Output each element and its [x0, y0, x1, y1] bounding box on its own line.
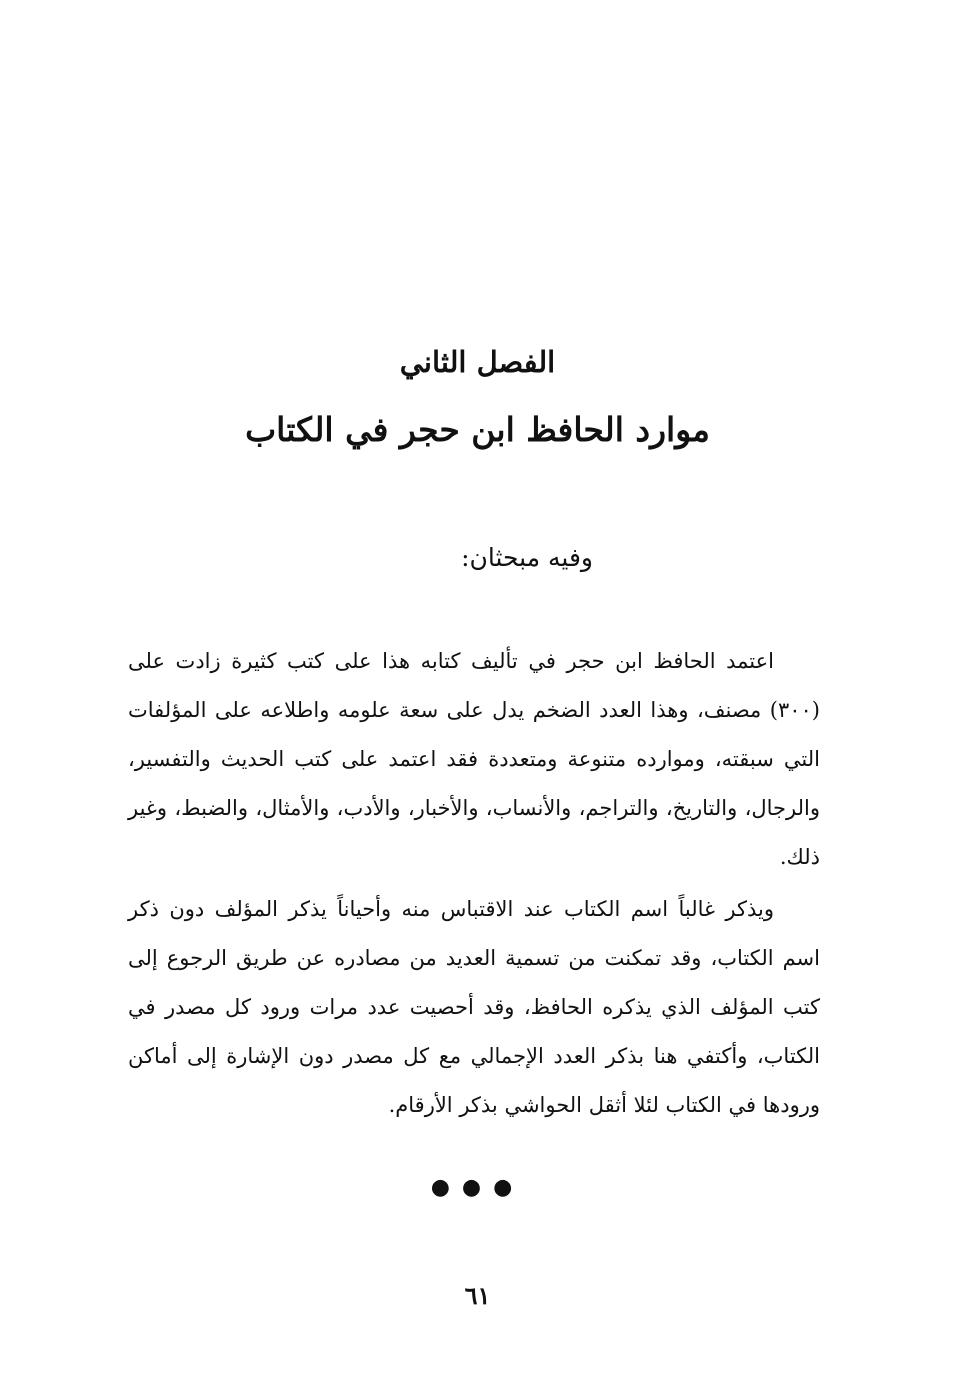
chapter-title: موارد الحافظ ابن حجر في الكتاب [245, 410, 710, 449]
section-separator: ●●● [430, 1175, 525, 1200]
chapter-label: الفصل الثاني [399, 345, 556, 379]
paragraph-2: ويذكر غالباً اسم الكتاب عند الاقتباس منه وأحياناً يذكر المؤلف دون ذكر اسم الكتاب، وقد تمكنت من تسمية العديد من مصادره عن طريق الرجوع إلى كتب المؤلف الذي يذكره الحافظ، وقد أحصيت عدد مرات ورود كل مصدر في الكتاب، وأكتفي هنا بذكر العدد الإجمالي مع كل مصدر دون الإشارة إلى أماكن ورودها في الكتاب لئلا أثقل الحواشي بذكر الأرقام. [128, 897, 820, 1117]
paragraph-2-block [128, 885, 820, 1130]
section-note: وفيه مبحثان: [461, 543, 593, 572]
paragraph-1: اعتمد الحافظ ابن حجر في تأليف كتابه هذا على كتب كثيرة زادت على (٣٠٠) مصنف، وهذا العدد الضخم يدل على سعة علومه واطلاعه على المؤلفات التي سبقته، وموارده متنوعة ومتعددة فقد اعتمد على كتب الحديث والتفسير، والرجال، والتاريخ، والتراجم، والأنساب، والأخبار، والأدب، والأمثال، والضبط، وغير ذلك. [128, 649, 820, 869]
paragraph-1-block [128, 637, 820, 882]
page-number: ٦١ [464, 1281, 491, 1310]
